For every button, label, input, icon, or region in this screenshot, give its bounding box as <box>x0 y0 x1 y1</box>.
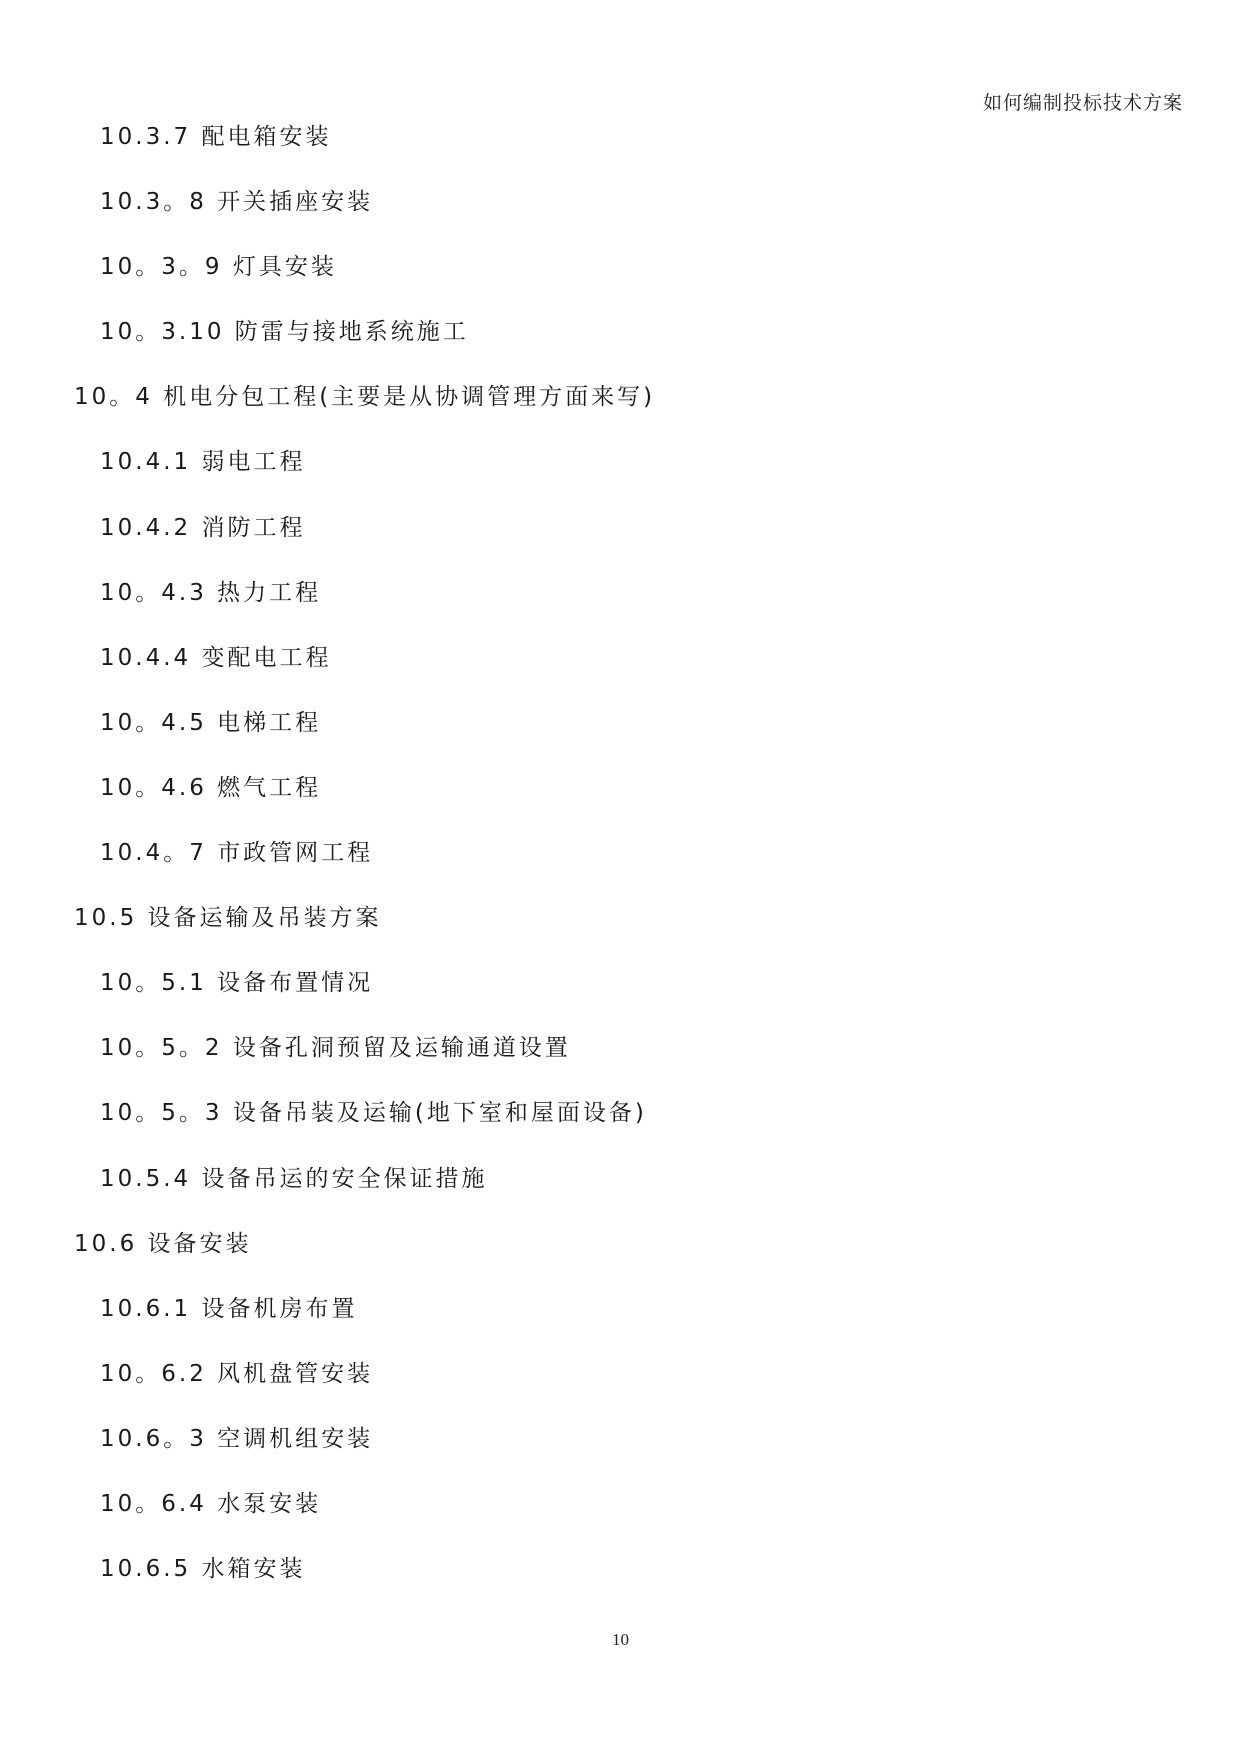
toc-entry: 10。5。3 设备吊装及运输(地下室和屋面设备) <box>100 1100 647 1127</box>
toc-list <box>0 124 1241 1621</box>
toc-section-heading: 10.5 设备运输及吊装方案 <box>74 905 382 932</box>
toc-section-heading: 10。4 机电分包工程(主要是从协调管理方面来写) <box>74 384 656 411</box>
running-header: 如何编制投标技术方案 <box>982 92 1183 114</box>
toc-entry: 10。3。9 灯具安装 <box>100 254 337 281</box>
toc-entry: 10。6.4 水泵安装 <box>100 1490 322 1517</box>
toc-entry: 10。5.1 设备布置情况 <box>100 970 374 997</box>
toc-entry: 10.4.2 消防工程 <box>100 514 306 541</box>
toc-section-heading: 10.6 设备安装 <box>74 1230 252 1257</box>
page-number: 10 <box>612 1630 629 1649</box>
toc-entry: 10。5。2 设备孔洞预留及运输通道设置 <box>100 1035 571 1062</box>
toc-entry: 10.4.4 变配电工程 <box>100 644 332 671</box>
toc-entry: 10。4.3 热力工程 <box>100 579 322 606</box>
toc-entry: 10.4。7 市政管网工程 <box>100 840 374 867</box>
toc-entry: 10。4.5 电梯工程 <box>100 709 322 736</box>
toc-entry: 10.4.1 弱电工程 <box>100 449 306 476</box>
toc-entry: 10.3。8 开关插座安装 <box>100 189 374 216</box>
toc-entry: 10.5.4 设备吊运的安全保证措施 <box>100 1165 488 1192</box>
toc-entry: 10.6。3 空调机组安装 <box>100 1425 374 1452</box>
toc-entry: 10。4.6 燃气工程 <box>100 774 322 801</box>
toc-entry: 10。3.10 防雷与接地系统施工 <box>100 319 469 346</box>
toc-entry: 10.6.1 设备机房布置 <box>100 1295 358 1322</box>
toc-entry: 10.3.7 配电箱安装 <box>100 124 332 150</box>
toc-entry: 10.6.5 水箱安装 <box>100 1556 306 1583</box>
toc-entry: 10。6.2 风机盘管安装 <box>100 1360 374 1387</box>
